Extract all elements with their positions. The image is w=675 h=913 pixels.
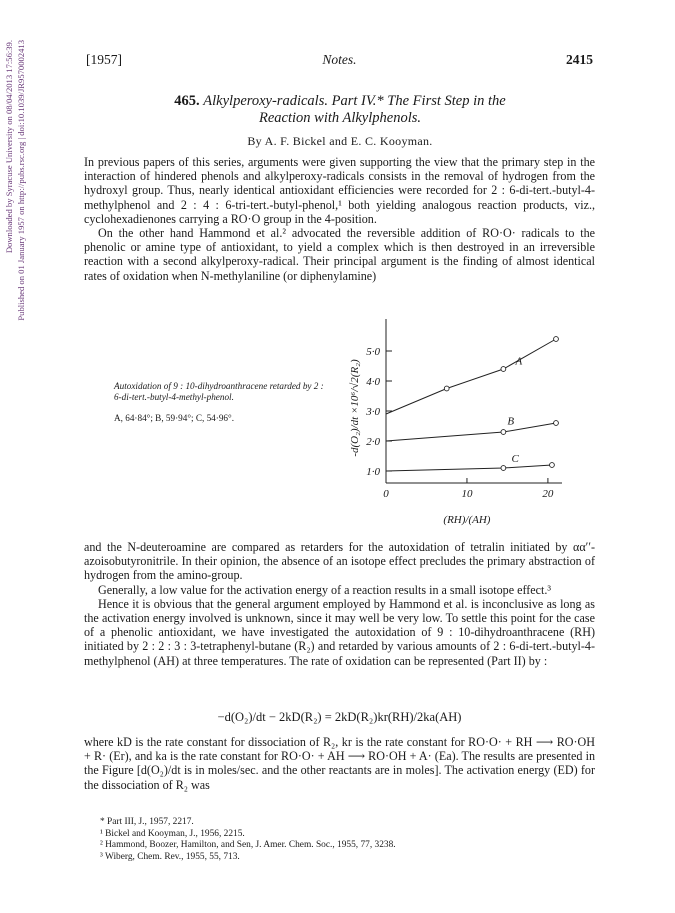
y-tick-label: 5·0 — [366, 346, 380, 358]
footnote: ³ Wiberg, Chem. Rev., 1955, 55, 713. — [100, 851, 240, 862]
rate-equation: −d(O₂)/dt − 2kD(R₂) = 2kD(R₂)kr(RH)/2ka(AH) — [217, 710, 462, 724]
footnote: ² Hammond, Boozer, Hamilton, and Sen, J. Amer. Chem. Soc., 1955, 77, 3238. — [100, 840, 396, 850]
x-tick-label: 0 — [383, 488, 389, 500]
page-number: 2415 — [566, 52, 593, 67]
y-tick-label: 3·0 — [366, 406, 380, 418]
x-tick-label: 20 — [542, 488, 554, 500]
data-point — [550, 463, 555, 468]
page-header — [86, 52, 593, 70]
series-line-C — [386, 465, 552, 471]
data-point — [501, 430, 506, 435]
data-point — [554, 421, 559, 426]
paragraph-3: and the N-deuteroamine are compared as retarders for the autoxidation of tetralin initiated by αα′′-azoisobutyronitrile. In their opinion, the absence of an isotope effect precludes the primary abstraction of hydrogen from the amino-group. — [84, 540, 595, 583]
figure-caption: Autoxidation of 9 : 10-dihydroanthracene retarded by 2 : 6-di-tert.-butyl-4-methyl-phenol. — [114, 381, 324, 402]
paragraph-6: where kD is the rate constant for dissociation of R₂, kr is the rate constant for RO·O· + RH ⟶ RO·OH + R· (Er), and ka is the rate constant for RO·O· + AH ⟶ RO·OH + A· (Ea). The results are presented in the Figure [d(O₂)/dt is in moles/sec. and the other reactants are in moles]. The activation energy (ED) for the dissociation of R₂ was — [84, 735, 595, 792]
intro-text — [84, 155, 595, 283]
paragraph-1: In previous papers of this series, arguments were given supporting the view that the primary step in the interaction of hindered phenols and alkylperoxy-radicals consists in the removal of hydrogen from the hydroxyl group. Thus, nearly identical antioxidant efficiencies were recorded for 2 : 6-di-tert.-butyl-4-methylphenol and 2 : 4 : 6-tri-tert.-butyl-phenol,¹ both yielding analogous reaction products, viz., cyclohexadienones carrying a RO·O group in the 4-position. — [84, 155, 595, 226]
data-point — [444, 386, 449, 391]
publication-note: Published on 01 January 1957 on http://pubs.rsc.org | doi:10.1039/JR9570002413 — [16, 40, 26, 321]
body-text-2 — [84, 735, 595, 792]
y-tick-label: 4·0 — [366, 376, 380, 388]
paragraph-2: On the other hand Hammond et al.² advocated the reversible addition of RO·O· radicals to the phenolic or amine type of antioxidant, to yield a complex which is then destroyed in an irreversible reaction with a second alkylperoxy-radical. Their principal argument is the finding of almost identical rates of oxidation when N-methylaniline (or diphenylamine) — [84, 226, 595, 283]
series-label: C — [511, 453, 519, 465]
figure — [84, 303, 595, 535]
x-tick-label: 10 — [461, 488, 473, 500]
y-tick-label: 1·0 — [366, 466, 380, 478]
section-name: Notes. — [322, 52, 357, 67]
series-line-B — [386, 423, 556, 441]
footnote: * Part III, J., 1957, 2217. — [100, 817, 194, 827]
series-label: A — [515, 355, 523, 368]
x-axis-label: (RH)/(AH) — [443, 514, 491, 526]
title-line-1: Alkylperoxy-radicals. Part IV.* The First Step in the — [203, 93, 506, 109]
paragraph-4: Generally, a low value for the activation energy of a reaction results in a small isotope effect.³ — [98, 582, 552, 597]
figure-legend: A, 64·84°; B, 59·94°; C, 54·96°. — [114, 413, 234, 423]
paragraph-5: Hence it is obvious that the general argument employed by Hammond et al. is inconclusive as long as the activation energy involved is unknown, since it may well be very low. To settle this point for the case of a phenolic antioxidant, we have investigated the autoxidation of 9 : 10-dihydroanthracene (RH) initiated by 2 : 2 : 3 : 3-tetraphenyl-butane (R₂) and retarded by various amounts of 2 : 6-di-tert.-butyl-4-methylphenol (AH) at three temperatures. The rate of oxidation can be represented (Part II) by : — [84, 596, 595, 668]
data-point — [501, 367, 506, 372]
article-number: 465. — [174, 93, 200, 109]
y-axis-label: -d(O₂)/dt ×10⁶/√2(R₂) — [349, 359, 361, 457]
side-notes — [2, 40, 36, 600]
article-title — [100, 93, 580, 127]
body-text — [84, 540, 595, 668]
data-point — [554, 337, 559, 342]
journal-year: [1957] — [86, 52, 122, 67]
chart — [84, 303, 595, 535]
y-tick-label: 2·0 — [366, 436, 380, 448]
data-point — [501, 466, 506, 471]
footnote: ¹ Bickel and Kooyman, J., 1956, 2215. — [100, 828, 245, 839]
title-line-2: Reaction with Alkylphenols. — [258, 110, 422, 126]
footnotes — [100, 817, 580, 863]
download-note: Downloaded by Syracuse University on 08/04/2013 17:56:39. — [4, 40, 14, 254]
authors: By A. F. Bickel and E. C. Kooyman. — [247, 134, 433, 148]
series-line-A — [386, 339, 556, 414]
series-label: B — [507, 415, 515, 428]
